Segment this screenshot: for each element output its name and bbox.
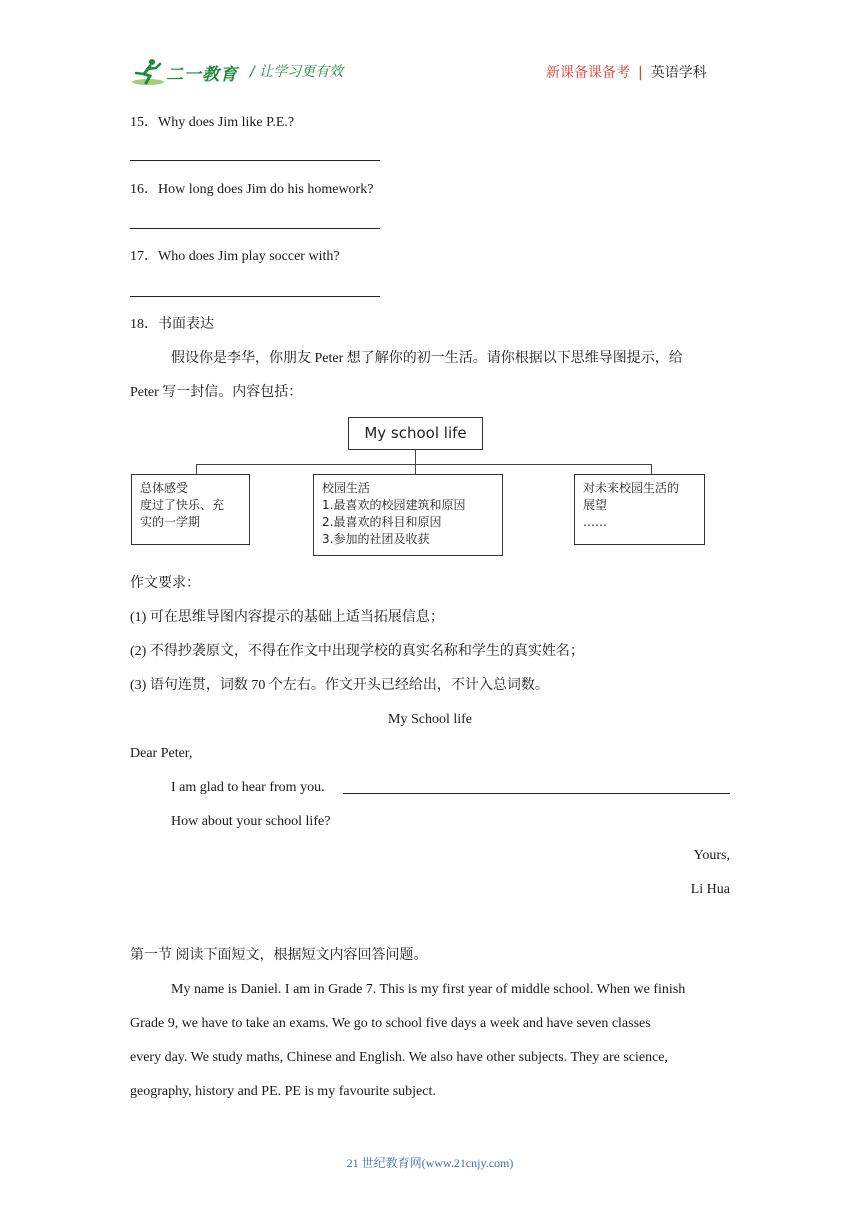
mindmap-connector	[196, 464, 197, 474]
mindmap-text: ……	[583, 515, 607, 529]
mindmap-connector	[196, 464, 651, 465]
header-separator: |	[638, 65, 643, 81]
question-text: How long does Jim do his homework?	[158, 182, 374, 197]
header-right	[546, 62, 707, 82]
mindmap-connector	[651, 464, 652, 474]
header-slogan: / 让学习更有效	[250, 64, 344, 80]
mindmap-text: 实的一学期	[140, 515, 201, 529]
mindmap-middle-box	[313, 474, 503, 556]
question-number: 17．	[130, 249, 158, 264]
answer-line-17[interactable]	[130, 296, 380, 297]
mindmap-text: 展望	[583, 498, 608, 512]
letter-greeting: Dear Peter,	[130, 746, 193, 761]
paragraph-line: My name is Daniel. I am in Grade 7. This is my first year of middle school. When we finish	[171, 982, 686, 997]
mindmap-text: 3.参加的社团及收获	[322, 532, 430, 546]
question-16	[130, 181, 373, 199]
page-footer: 21 世纪教育网(www.21cnjy.com)	[346, 1156, 514, 1170]
question-17	[130, 248, 340, 266]
mindmap-text: 度过了快乐、充	[140, 498, 225, 512]
mindmap-text: 2.最喜欢的科目和原因	[322, 515, 442, 529]
mindmap-text: 校园生活	[322, 481, 371, 495]
answer-line-16[interactable]	[130, 228, 380, 229]
letter-line1: I am glad to hear from you.	[171, 780, 325, 795]
paragraph-line: every day. We study maths, Chinese and English. We also have other subjects. They are science,	[130, 1050, 669, 1065]
paragraph-line: Grade 9, we have to take an exams. We go to school five days a week and have seven classes	[130, 1016, 651, 1031]
paragraph-line: geography, history and PE. PE is my favourite subject.	[130, 1084, 436, 1099]
q18-title: 18．书面表达	[130, 317, 214, 332]
question-text: Why does Jim like P.E.?	[158, 115, 295, 130]
letter-signature: Li Hua	[690, 882, 730, 897]
header-course: 新课备课备考	[546, 65, 630, 81]
letter-closing: Yours,	[693, 848, 730, 863]
logo	[130, 56, 242, 88]
mindmap-connector	[415, 464, 416, 474]
question-15	[130, 114, 294, 132]
requirement-item: (2) 不得抄袭原文，不得在作文中出现学校的真实名称和学生的真实姓名；	[130, 644, 584, 659]
mindmap-right-box	[574, 474, 705, 545]
mindmap-text: 对未来校园生活的	[583, 481, 680, 495]
letter-answer-line[interactable]	[343, 793, 730, 794]
mindmap-left-box	[131, 474, 250, 545]
requirement-item: (3) 语句连贯，词数 70 个左右。作文开头已经给出，不计入总词数。	[130, 678, 549, 693]
mindmap-connector	[415, 450, 416, 464]
requirement-item: (1) 可在思维导图内容提示的基础上适当拓展信息；	[130, 610, 444, 625]
mindmap-root: My school life	[348, 417, 483, 450]
section-title: 第一节 阅读下面短文，根据短文内容回答问题。	[130, 948, 428, 963]
mindmap-text: 总体感受	[140, 481, 189, 495]
question-number: 16．	[130, 182, 158, 197]
answer-line-15[interactable]	[130, 160, 380, 161]
mindmap-text: 1.最喜欢的校园建筑和原因	[322, 498, 466, 512]
q18-prompt-line2: Peter 写一封信。内容包括：	[130, 385, 303, 400]
q18-prompt-line1: 假设你是李华，你朋友 Peter 想了解你的初一生活。请你根据以下思维导图提示，给	[171, 351, 683, 366]
question-text: Who does Jim play soccer with?	[158, 249, 340, 264]
question-number: 15．	[130, 115, 158, 130]
logo-text: 二一教育	[166, 65, 238, 85]
requirements-title: 作文要求：	[130, 576, 200, 591]
letter-line2: How about your school life?	[171, 814, 331, 829]
header-subject: 英语学科	[650, 65, 707, 81]
letter-title: My School life	[388, 712, 472, 727]
runner-logo-icon	[130, 56, 166, 88]
